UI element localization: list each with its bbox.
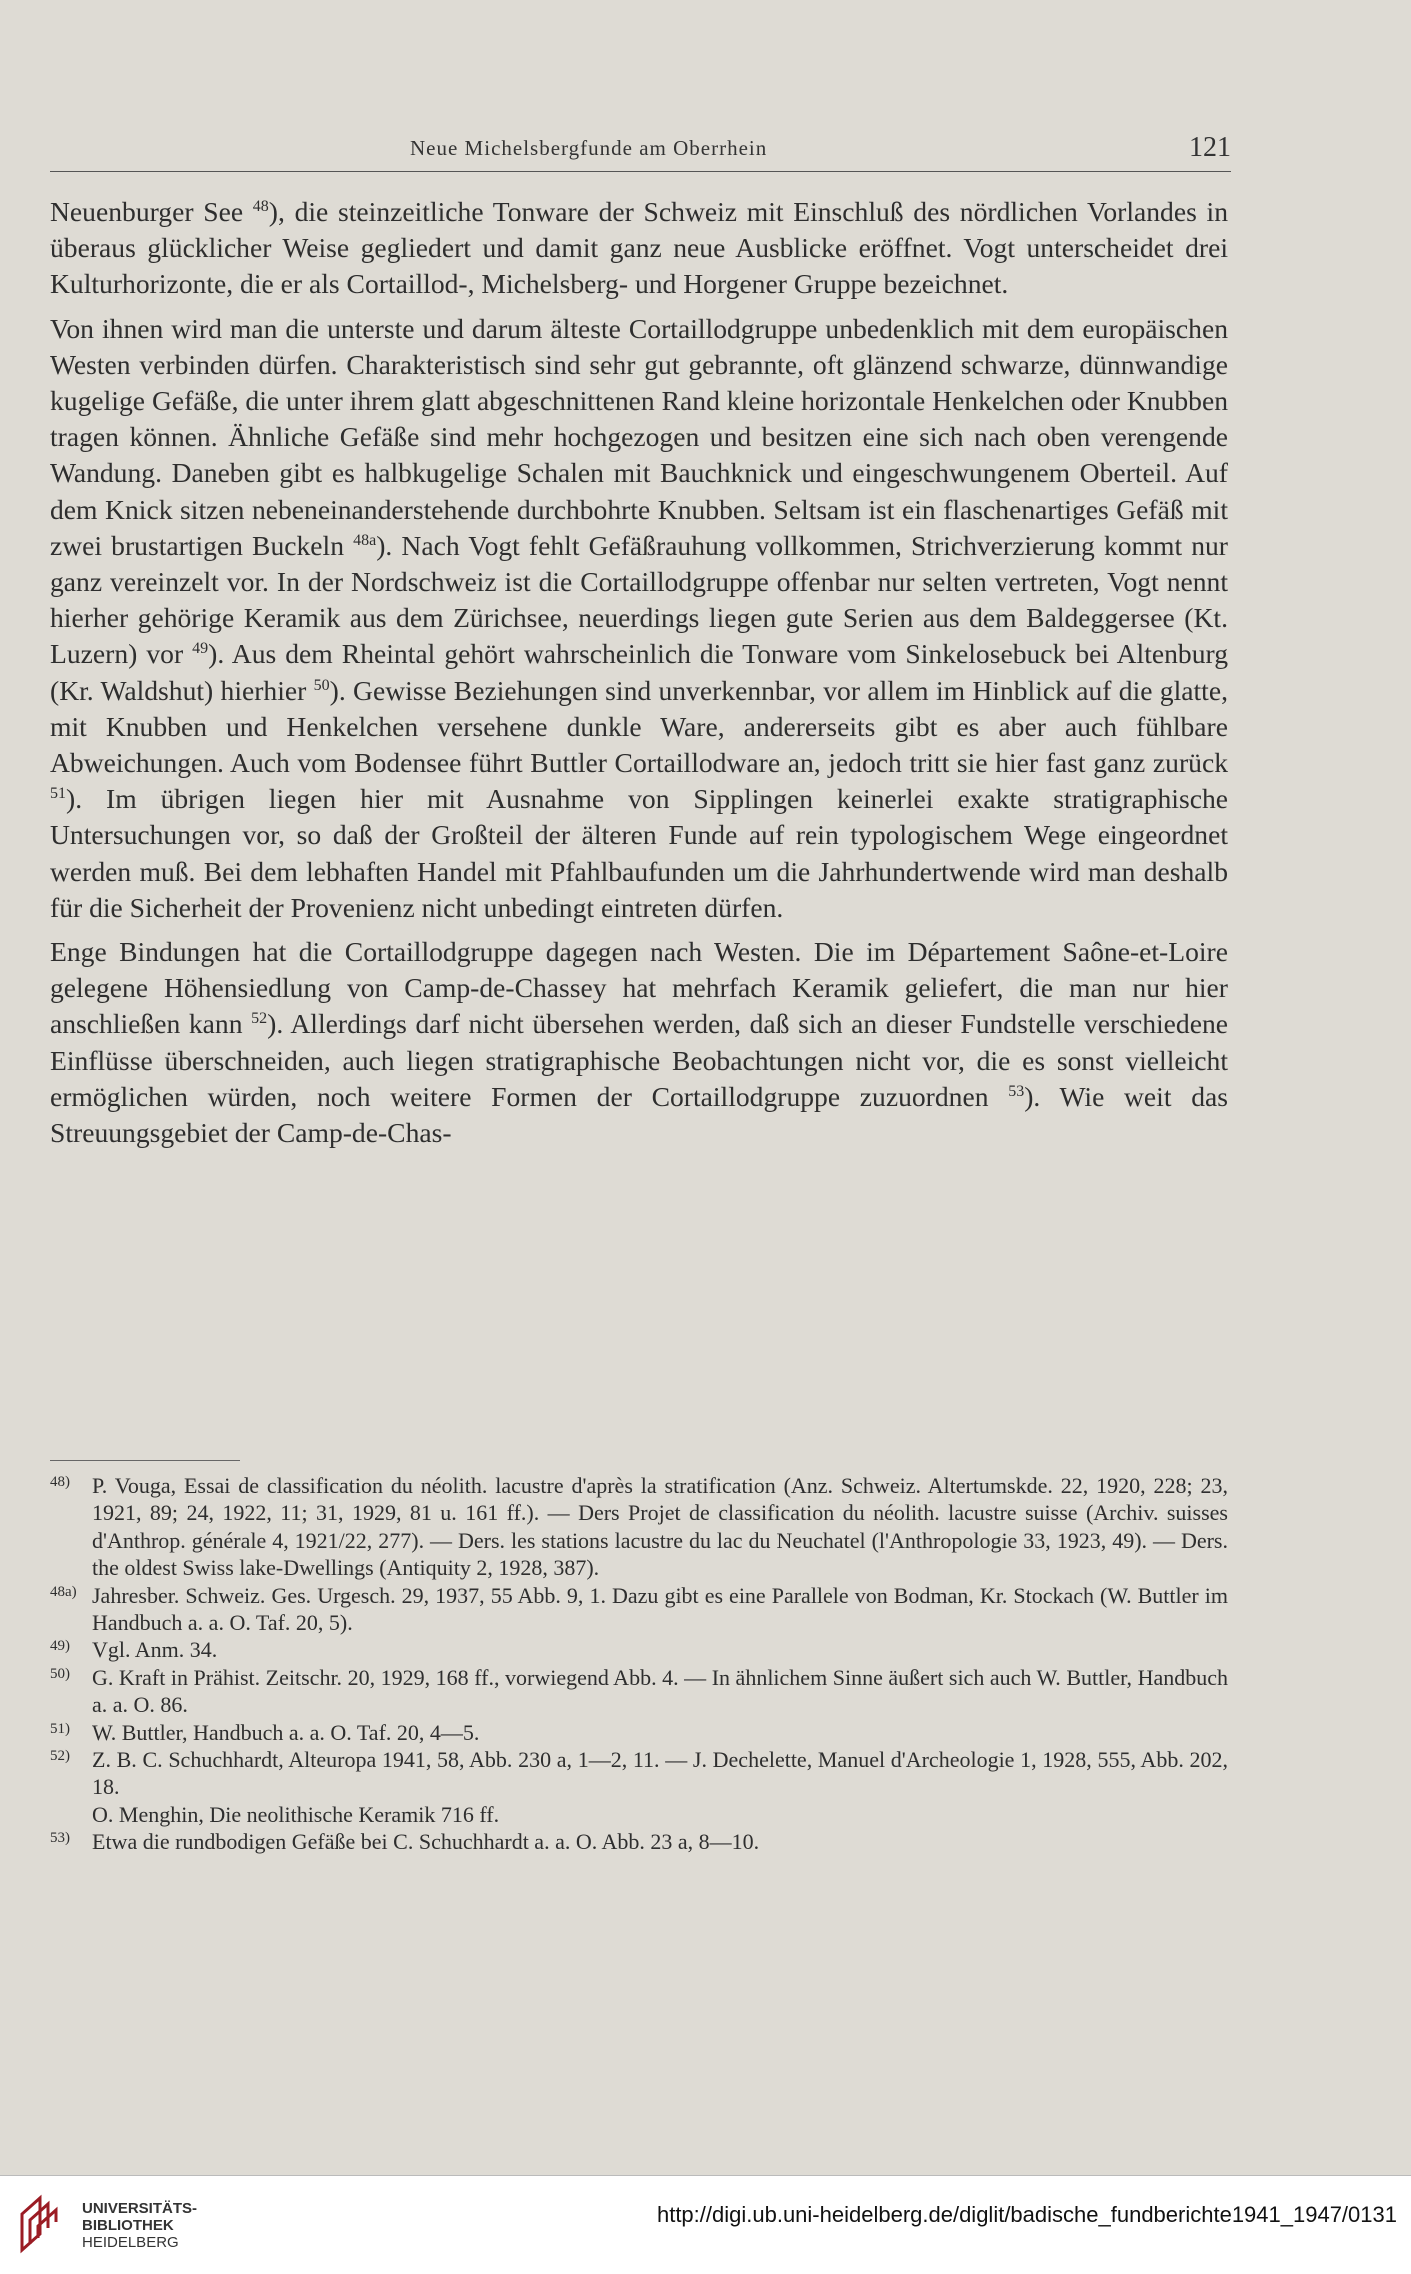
- footnote-mark: 50): [50, 1665, 70, 1682]
- footnote-ref: 53: [1008, 1082, 1025, 1100]
- footnote-text: G. Kraft in Prähist. Zeitschr. 20, 1929, 168 ff., vorwiegend Abb. 4. — In ähnlichem Sinne äußert sich auch W. Buttler, Handbuch a. a. O. 86.: [92, 1664, 1228, 1718]
- paragraph-text: ). Nach Vogt fehlt Gefäßrauhung vollkommen, Strichverzierung kommt nur ganz vereinzelt vor. In der Nordschweiz ist die Cortaillodgruppe offenbar nur selten vertreten, Vogt nennt hierher gehörige Keramik aus dem Zürichsee, neuerdings liegen gute Serien aus dem Baldeggersee (Kt. Luzern) vor: [50, 529, 1228, 670]
- footnote-ref: 51: [50, 785, 66, 803]
- paragraph: [50, 311, 1228, 926]
- university-library-logo-icon: [14, 2194, 64, 2254]
- footnote-text: Z. B. C. Schuchhardt, Alteuropa 1941, 58, Abb. 230 a, 1—2, 11. — J. Dechelette, Manuel d'Archeologie 1, 1928, 555, Abb. 202, 18. O. Menghin, Die neolithische Keramik 716 ff.: [92, 1747, 1228, 1827]
- body-text: [50, 194, 1228, 1159]
- paragraph-text: ). Aus dem Rheintal gehört wahrscheinlich die Tonware vom Sinkelosebuck bei Altenburg (Kr. Waldshut) hierhier: [50, 638, 1228, 706]
- footer-bar: [0, 2175, 1411, 2274]
- running-title: Neue Michelsbergfunde am Oberrhein: [410, 136, 768, 160]
- footnote: [50, 1746, 1228, 1828]
- paragraph-text: ). Allerdings darf nicht übersehen werden, daß sich an dieser Fundstelle verschiedene Einflüsse überschneiden, auch liegen stratigraphische Beobachtungen nicht vor, die es sonst vielleicht ermöglichen würden, noch weitere Formen der Cortaillodgruppe zuzuordnen: [50, 1008, 1228, 1112]
- footnote-mark: 52): [50, 1748, 70, 1765]
- library-name-line: HEIDELBERG: [82, 2234, 179, 2251]
- footnote-ref: 50: [313, 676, 330, 694]
- footnote-mark: 48): [50, 1474, 70, 1490]
- page-header: [50, 128, 1231, 172]
- footnote-text: P. Vouga, Essai de classification du néolith. lacustre d'après la stratification (Anz. Schweiz. Altertumskde. 22, 1920, 228; 23, 1921, 89; 24, 1922, 11; 31, 1929, 81 u. 161 ff.). — Ders Projet de classification du néolith. lacustre suisse (Archiv. suisses d'Anthrop. générale 4, 1921/22, 277). — Ders. les stations lacustre du lac du Neuchatel (l'Anthropologie 33, 1923, 49). — Ders. the oldest Swiss lake-Dwellings (Antiquity 2, 1928, 387).: [92, 1473, 1228, 1581]
- paragraph: [50, 934, 1228, 1151]
- paragraph-text: Neuenburger See: [50, 196, 253, 227]
- footnote: [50, 1828, 1228, 1855]
- footnote: [50, 1582, 1228, 1637]
- paragraph-text: ). Gewisse Beziehungen sind unverkennbar, vor allem im Hinblick auf die glatte, mit Knubben und Henkelchen versehene dunkle Ware, andererseits gibt es aber auch fühlbare Abweichungen. Auch vom Bodensee führt Buttler Cortaillodware an, jedoch tritt sie hier fast ganz zurück: [50, 674, 1228, 779]
- footnote: [50, 1664, 1228, 1719]
- footnote-ref: 48a: [353, 531, 377, 549]
- footnote-ref: 52: [251, 1010, 268, 1028]
- footnote: [50, 1719, 1228, 1746]
- header-rule: [50, 171, 1231, 172]
- library-name: [82, 2200, 197, 2251]
- footnote-text: Etwa die rundbodigen Gefäße bei C. Schuchhardt a. a. O. Abb. 23 a, 8—10.: [92, 1829, 760, 1855]
- footnote-text: Vgl. Anm. 34.: [92, 1637, 218, 1663]
- footnote-text: Jahresber. Schweiz. Ges. Urgesch. 29, 1937, 55 Abb. 9, 1. Dazu gibt es eine Parallele von Bodman, Kr. Stockach (W. Buttler im Handbuch a. a. O. Taf. 20, 5).: [92, 1582, 1228, 1636]
- paragraph-text: ). Wie weit das Streuungsgebiet der Camp-de-Chas-: [50, 1080, 1228, 1149]
- footnote-rule: [50, 1460, 240, 1461]
- footnote-text: W. Buttler, Handbuch a. a. O. Taf. 20, 4—5.: [92, 1719, 480, 1745]
- paragraph-text: ), die steinzeitliche Tonware der Schweiz mit Einschluß des nördlichen Vorlandes in überaus glücklicher Weise gegliedert und damit ganz neue Ausblicke eröffnet. Vogt unterscheidet drei Kulturhorizonte, die er als Cortaillod-, Michelsberg- und Horgener Gruppe bezeichnet.: [50, 196, 1229, 300]
- footnote-ref: 48: [252, 197, 269, 215]
- footnote: [50, 1472, 1228, 1582]
- library-name-line: BIBLIOTHEK: [82, 2217, 174, 2234]
- footnotes: [50, 1472, 1228, 1856]
- paragraph-text: ). Im übrigen liegen hier mit Ausnahme von Sipplingen keinerlei exakte stratigraphische Untersuchungen vor, so daß der Großteil der älteren Funde auf rein typologischem Wege eingeordnet werden muß. Bei dem lebhaften Handel mit Pfahlbaufunden um die Jahrhundertwende wird man deshalb für die Sicherheit der Provenienz nicht unbedingt eintreten dürfen.: [50, 783, 1228, 923]
- paragraph-text: Von ihnen wird man die unterste und darum älteste Cortaillodgruppe unbedenklich mit dem europäischen Westen verbinden dürfen. Charakteristisch sind sehr gut gebrannte, oft glänzend schwarze, dünnwandige kugelige Gefäße, die unter ihrem glatt abgeschnittenen Rand kleine horizontale Henkelchen oder Knubben tragen können. Ähnliche Gefäße sind mehr hochgezogen und besitzen eine sich nach oben verengende Wandung. Daneben gibt es halbkugelige Schalen mit Bauchknick und eingeschwungenem Oberteil. Auf dem Knick sitzen nebeneinanderstehende durchbohrte Knubben. Seltsam ist ein flaschenartiges Gefäß mit zwei brustartigen Buckeln: [50, 312, 1228, 561]
- footnote-mark: 51): [50, 1720, 70, 1737]
- page-number: 121: [1189, 132, 1231, 163]
- footnote-mark: 49): [50, 1638, 70, 1655]
- footnote-ref: 49: [192, 640, 209, 658]
- source-url-link[interactable]: http://digi.ub.uni-heidelberg.de/diglit/badische_fundberichte1941_1947/0131: [656, 2202, 1397, 2227]
- library-name-line: UNIVERSITÄTS-: [82, 2200, 198, 2217]
- paragraph-text: Enge Bindungen hat die Cortaillodgruppe dagegen nach Westen. Die im Département Saône-et-Loire gelegene Höhensiedlung von Camp-de-Chassey hat mehrfach Keramik geliefert, die man nur hier anschließen kann: [50, 936, 1228, 1040]
- footnote-mark: 48a): [50, 1583, 77, 1600]
- paragraph: [50, 194, 1228, 303]
- footnote: [50, 1636, 1228, 1663]
- footnote-mark: 53): [50, 1830, 70, 1847]
